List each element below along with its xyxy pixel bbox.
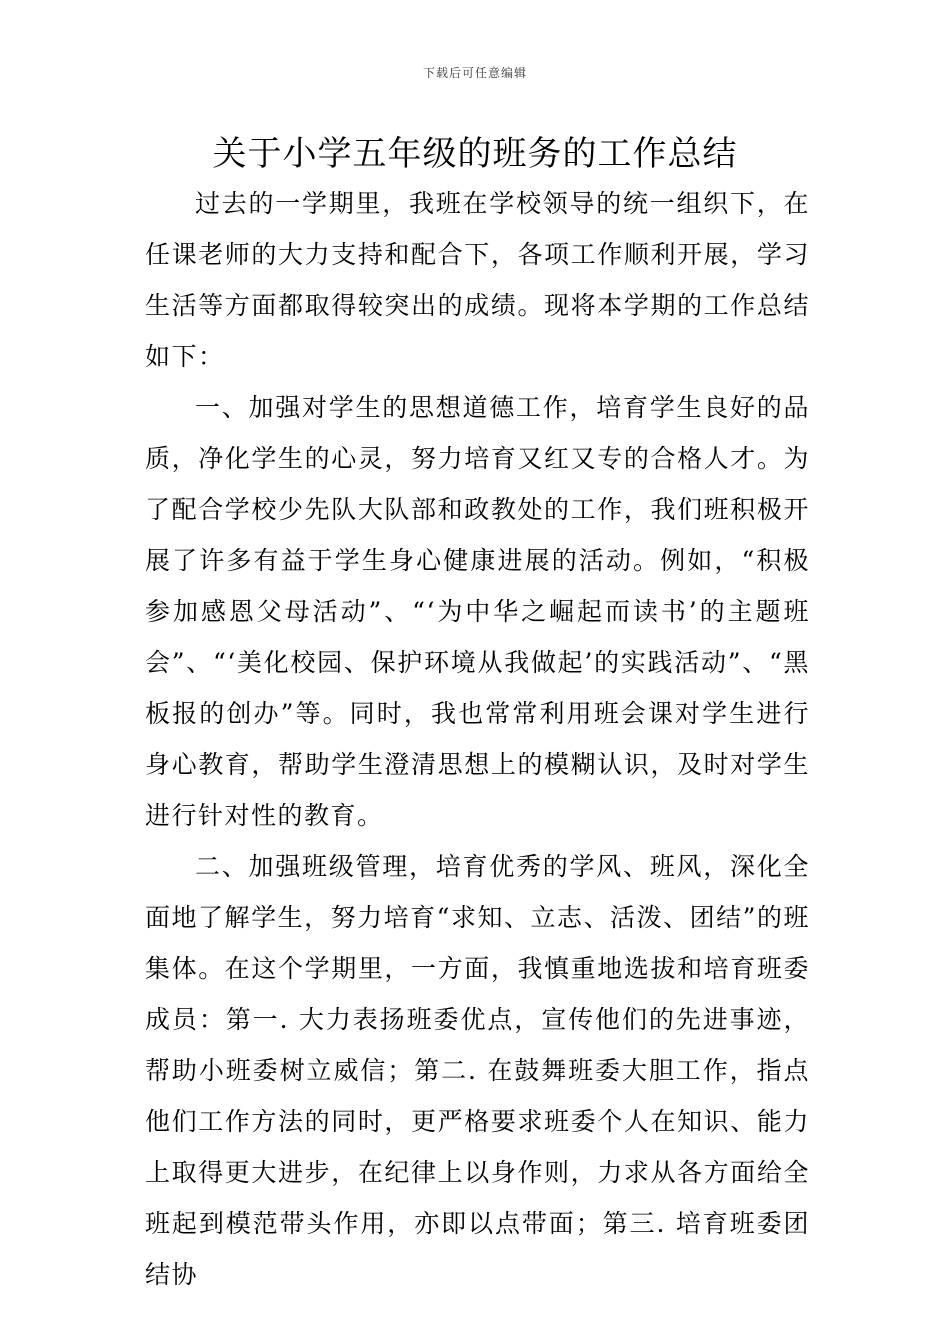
header-note: 下载后可任意编辑: [422, 66, 527, 80]
paragraph-section-two: 二、加强班级管理，培育优秀的学风、班风，深化全面地了解学生，努力培育“求知、立志、活泼、团结”的班集体。在这个学期里，一方面，我慎重地选拔和培育班委成员：第一. 大力表扬班委优点，宣传他们的先进事迹，帮助小班委树立威信；第二. 在鼓舞班委大胆工作，指点他们工作方法的同时，更严格要求班委个人在知识、能力上取得更大进步，在纪律上以身作则，力求从各方面给全班起到模范带头作用，亦即以点带面；第三. 培育班委团结协: [145, 852, 810, 1289]
document-title: 关于小学五年级的班务的工作总结: [212, 134, 738, 174]
document-body: [145, 178, 810, 1300]
paragraph-section-one: 一、加强对学生的思想道德工作，培育学生良好的品质，净化学生的心灵，努力培育又红又专的合格人才。为了配合学校少先队大队部和政教处的工作，我们班积极开展了许多有益于学生身心健康进展的活动。例如，“积极参加感恩父母活动”、“‘为中华之崛起而读书’的主题班会”、“‘美化校园、保护环境从我做起’的实践活动”、“黑板报的创办”等。同时，我也常常利用班会课对学生进行身心教育，帮助学生澄清思想上的模糊认识，及时对学生进行针对性的教育。: [145, 393, 810, 830]
paragraph-intro: 过去的一学期里，我班在学校领导的统一组织下，在任课老师的大力支持和配合下，各项工作顺利开展，学习生活等方面都取得较突出的成绩。现将本学期的工作总结如下：: [145, 189, 810, 371]
